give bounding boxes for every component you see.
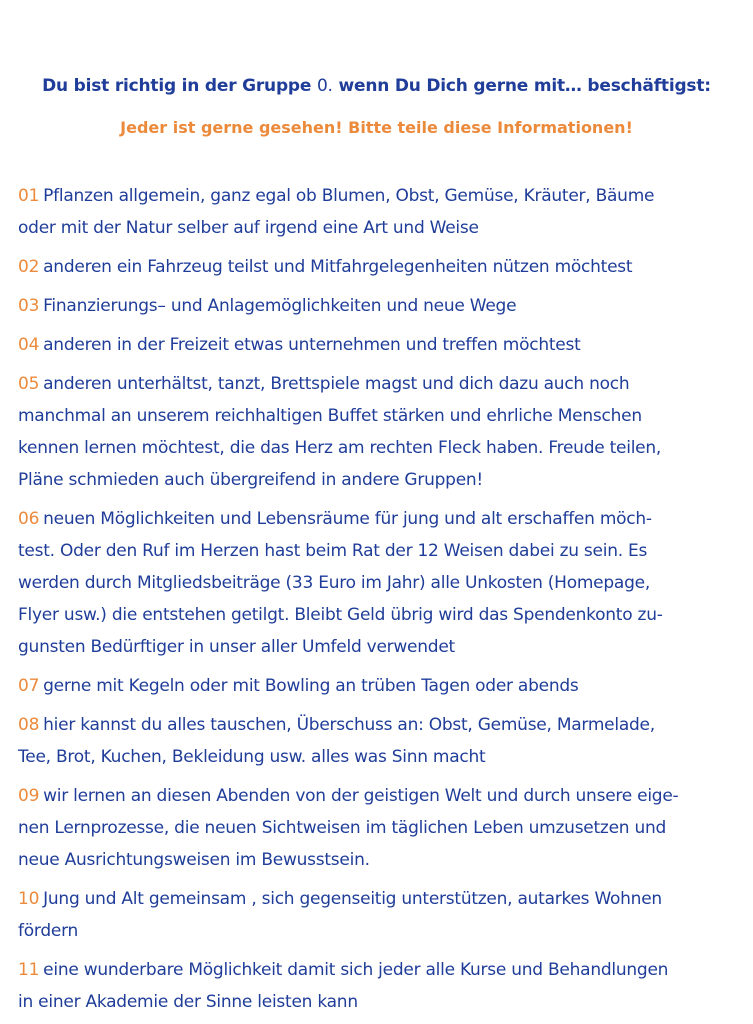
item-line — [18, 503, 738, 535]
item-line — [18, 180, 738, 212]
title-group-number: 0. — [316, 76, 333, 96]
item-line: werden durch Mitgliedsbeiträge (33 Euro im Jahr) alle Unkosten (Homepage, — [18, 573, 650, 593]
item-number: 02 — [18, 257, 40, 277]
item-text: wir lernen an diesen Abenden von der geistigen Welt und durch unsere eige- — [43, 786, 679, 806]
item-number: 04 — [18, 335, 40, 355]
item-line — [18, 368, 738, 400]
item-line: Tee, Brot, Kuchen, Bekleidung usw. alles was Sinn macht — [18, 747, 486, 767]
list-item-06 — [18, 503, 738, 663]
item-line: Pläne schmieden auch übergreifend in andere Gruppen! — [18, 470, 484, 490]
list-item-01 — [18, 180, 738, 244]
page-subtitle: Jeder ist gerne gesehen! Bitte teile diese Informationen! — [120, 118, 633, 137]
item-number: 06 — [18, 509, 40, 529]
list-item-11 — [18, 954, 738, 1018]
item-number: 10 — [18, 889, 40, 909]
item-line — [18, 670, 738, 702]
item-line: neue Ausrichtungsweisen im Bewusstsein. — [18, 850, 370, 870]
list-item-10 — [18, 883, 738, 947]
item-line — [18, 329, 738, 361]
item-text: Finanzierungs– und Anlagemöglichkeiten und neue Wege — [43, 296, 517, 316]
item-line — [18, 883, 738, 915]
item-line: oder mit der Natur selber auf irgend eine Art und Weise — [18, 218, 479, 238]
item-text: eine wunderbare Möglichkeit damit sich jeder alle Kurse und Behandlungen — [43, 960, 669, 980]
item-line: in einer Akademie der Sinne leisten kann — [18, 992, 358, 1012]
item-line — [18, 709, 738, 741]
list-item-09 — [18, 780, 738, 876]
list-item-08 — [18, 709, 738, 773]
list-item-02 — [18, 251, 738, 283]
title-part-2: wenn Du Dich gerne mit… beschäftigst: — [338, 76, 711, 96]
item-text: Pflanzen allgemein, ganz egal ob Blumen, Obst, Gemüse, Kräuter, Bäume — [43, 186, 655, 206]
item-text: anderen in der Freizeit etwas unternehmen und treffen möchtest — [43, 335, 581, 355]
item-number: 11 — [18, 960, 40, 980]
item-line: Flyer usw.) die entstehen getilgt. Bleibt Geld übrig wird das Spendenkonto zu- — [18, 605, 663, 625]
item-line: fördern — [18, 921, 79, 941]
item-line — [18, 290, 738, 322]
item-text: Jung und Alt gemeinsam , sich gegenseitig unterstützen, autarkes Wohnen — [43, 889, 662, 909]
item-line: gunsten Bedürftiger in unser aller Umfeld verwendet — [18, 637, 455, 657]
item-text: gerne mit Kegeln oder mit Bowling an trüben Tagen oder abends — [43, 676, 579, 696]
item-line: nen Lernprozesse, die neuen Sichtweisen im täglichen Leben umzusetzen und — [18, 818, 667, 838]
item-number: 01 — [18, 186, 40, 206]
item-text: anderen unterhältst, tanzt, Brettspiele magst und dich dazu auch noch — [43, 374, 630, 394]
item-line: manchmal an unserem reichhaltigen Buffet stärken und ehrliche Menschen — [18, 406, 642, 426]
item-text: hier kannst du alles tauschen, Überschuss an: Obst, Gemüse, Marmelade, — [43, 715, 655, 735]
item-number: 05 — [18, 374, 40, 394]
item-number: 08 — [18, 715, 40, 735]
list-item-03 — [18, 290, 738, 322]
group-list — [18, 180, 738, 1018]
item-line — [18, 954, 738, 986]
item-number: 03 — [18, 296, 40, 316]
item-line — [18, 780, 738, 812]
list-item-04 — [18, 329, 738, 361]
item-number: 09 — [18, 786, 40, 806]
list-item-05 — [18, 368, 738, 496]
list-item-07 — [18, 670, 738, 702]
item-text: anderen ein Fahrzeug teilst und Mitfahrgelegenheiten nützen möchtest — [43, 257, 633, 277]
item-line — [18, 251, 738, 283]
item-line: test. Oder den Ruf im Herzen hast beim Rat der 12 Weisen dabei zu sein. Es — [18, 541, 648, 561]
page-title — [0, 76, 753, 96]
item-text: neuen Möglichkeiten und Lebensräume für jung und alt erschaffen möch- — [43, 509, 652, 529]
title-part-1: Du bist richtig in der Gruppe — [42, 76, 312, 96]
item-number: 07 — [18, 676, 40, 696]
item-line: kennen lernen möchtest, die das Herz am rechten Fleck haben. Freude teilen, — [18, 438, 662, 458]
